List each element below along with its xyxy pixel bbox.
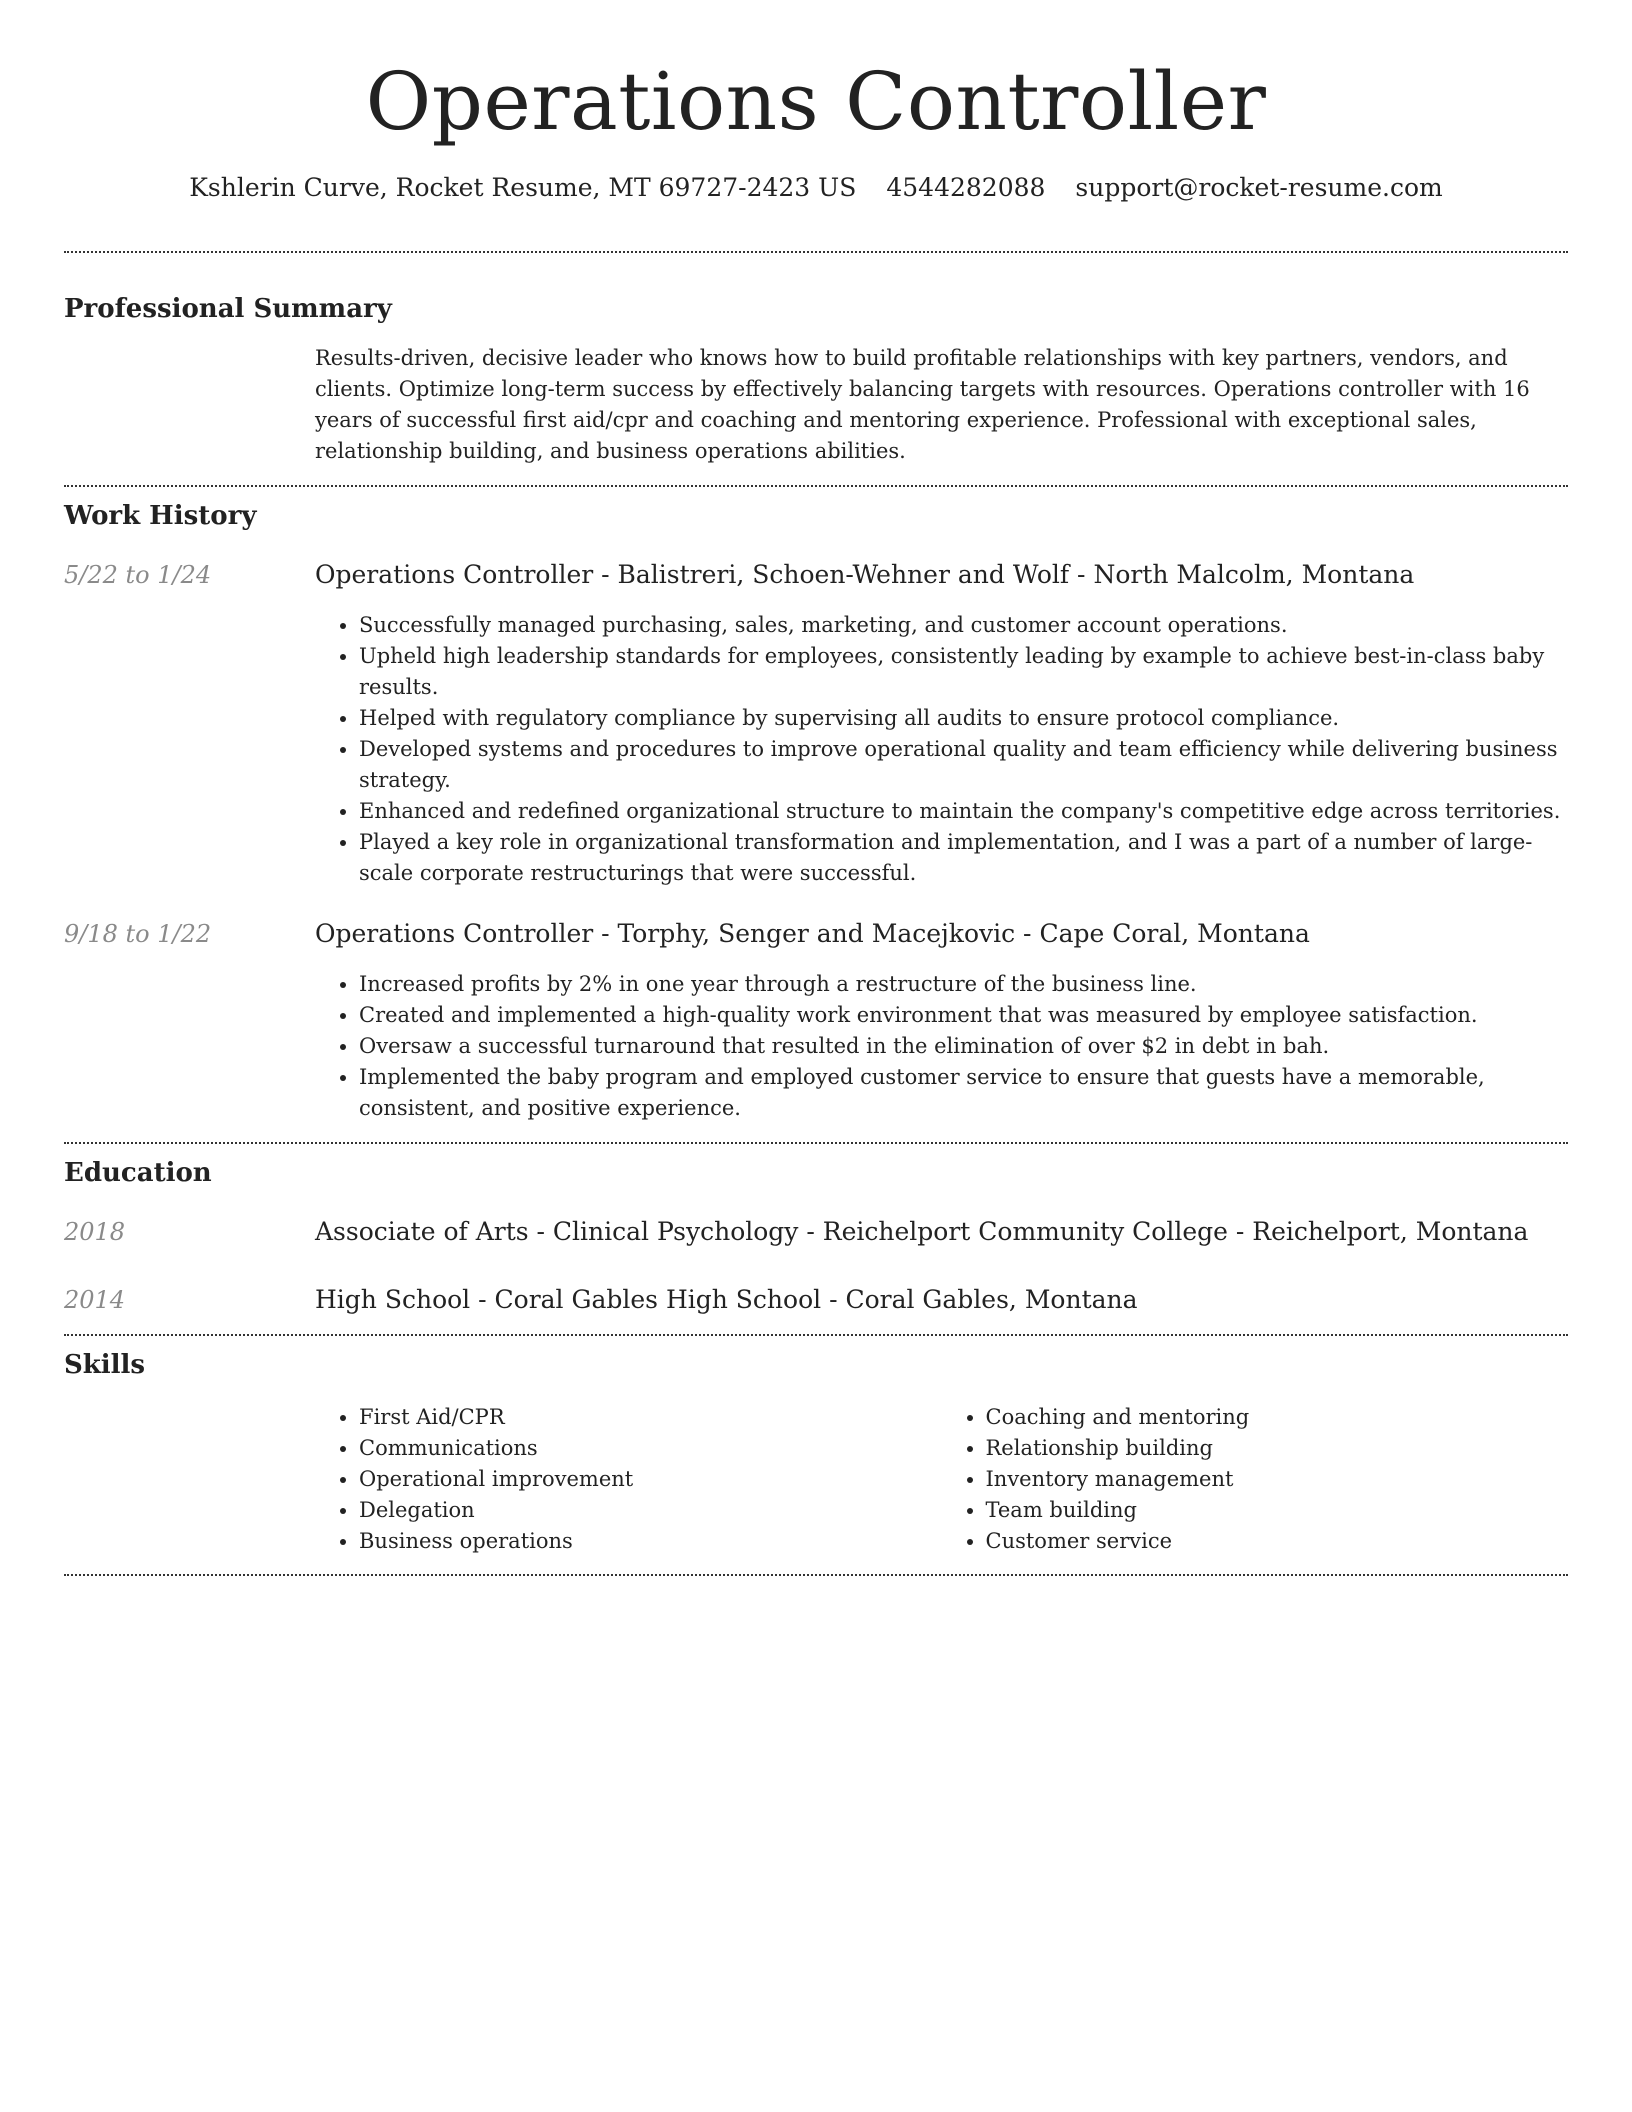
summary-left-spacer (64, 343, 315, 467)
education-title: Education (64, 1158, 212, 1188)
education-section (64, 1156, 1568, 1317)
contact-email: support@rocket-resume.com (1075, 173, 1443, 202)
education-divider (64, 1334, 1568, 1336)
education-heading: High School - Coral Gables High School - Coral Gables, Montana (315, 1285, 1138, 1314)
skill-item: • Relationship building (986, 1433, 1569, 1464)
skill-item: • Inventory management (986, 1464, 1569, 1495)
skill-item: • Business operations (359, 1526, 942, 1557)
job-bullet: • Enhanced and redefined organizational structure to maintain the company's competitive edge across territories. (359, 796, 1568, 827)
job-heading: Operations Controller - Balistreri, Schoen-Wehner and Wolf - North Malcolm, Montana (315, 560, 1415, 589)
job-bullet: • Played a key role in organizational transformation and implementation, and I was a part of a number of large-scale corporate restructurings that were successful. (359, 827, 1568, 889)
skills-section (64, 1348, 1568, 1557)
job-heading: Operations Controller - Torphy, Senger and Macejkovic - Cape Coral, Montana (315, 919, 1310, 948)
skill-item: • First Aid/CPR (359, 1402, 942, 1433)
education-entry (64, 1215, 1568, 1249)
summary-text: Results-driven, decisive leader who knows how to build profitable relationships with key partners, vendors, and clients. Optimize long-term success by effectively balancing targets with resources. Operations controller with 16 years of successful first aid/cpr and coaching and mentoring experience. Professional with exceptional sales, relationship building, and business operations abilities. (315, 346, 1530, 463)
job-bullet: • Successfully managed purchasing, sales, marketing, and customer account operations. (359, 610, 1568, 641)
job-bullets (315, 969, 1568, 1124)
skill-item: • Team building (986, 1495, 1569, 1526)
skill-item: • Coaching and mentoring (986, 1402, 1569, 1433)
work-section (64, 499, 1568, 1124)
skills-row (64, 1402, 1568, 1557)
education-heading: Associate of Arts - Clinical Psychology - Reichelport Community College - Reichelport, Montana (315, 1217, 1529, 1246)
education-year: 2014 (64, 1286, 126, 1314)
header-divider (64, 251, 1568, 253)
skills-divider (64, 1574, 1568, 1576)
education-entry (64, 1283, 1568, 1317)
skills-title: Skills (64, 1350, 146, 1380)
skills-list-left (315, 1402, 942, 1557)
job-dates: 9/18 to 1/22 (64, 920, 212, 948)
candidate-name: Operations Controller (365, 55, 1267, 148)
job-bullet: • Oversaw a successful turnaround that resulted in the elimination of over $2 in debt in bah. (359, 1031, 1568, 1062)
summary-divider (64, 485, 1568, 487)
job-dates: 5/22 to 1/24 (64, 561, 212, 589)
job-entry (64, 917, 1568, 1124)
summary-title: Professional Summary (64, 294, 392, 324)
work-title: Work History (64, 501, 257, 531)
contact-line (64, 172, 1568, 204)
job-bullet: • Helped with regulatory compliance by supervising all audits to ensure protocol compliance. (359, 703, 1568, 734)
skill-item: • Operational improvement (359, 1464, 942, 1495)
work-divider (64, 1142, 1568, 1144)
resume-header (64, 0, 1568, 204)
skill-item: • Communications (359, 1433, 942, 1464)
skills-columns (315, 1402, 1568, 1557)
job-bullet: • Increased profits by 2% in one year through a restructure of the business line. (359, 969, 1568, 1000)
contact-address: Kshlerin Curve, Rocket Resume, MT 69727-2423 US (189, 173, 857, 202)
summary-row (64, 343, 1568, 467)
job-bullet: • Implemented the baby program and employed customer service to ensure that guests have a memorable, consistent, and positive experience. (359, 1062, 1568, 1124)
skill-item: • Delegation (359, 1495, 942, 1526)
job-bullet: • Upheld high leadership standards for employees, consistently leading by example to achieve best-in-class baby results. (359, 641, 1568, 703)
summary-section (64, 292, 1568, 467)
skills-list-right (942, 1402, 1569, 1557)
education-year: 2018 (64, 1218, 126, 1246)
contact-phone: 4544282088 (886, 173, 1046, 202)
job-entry (64, 558, 1568, 889)
job-bullet: • Developed systems and procedures to improve operational quality and team efficiency while delivering business strategy. (359, 734, 1568, 796)
job-bullet: • Created and implemented a high-quality work environment that was measured by employee satisfaction. (359, 1000, 1568, 1031)
job-bullets (315, 610, 1568, 889)
skills-left-spacer (64, 1402, 315, 1557)
skill-item: • Customer service (986, 1526, 1569, 1557)
